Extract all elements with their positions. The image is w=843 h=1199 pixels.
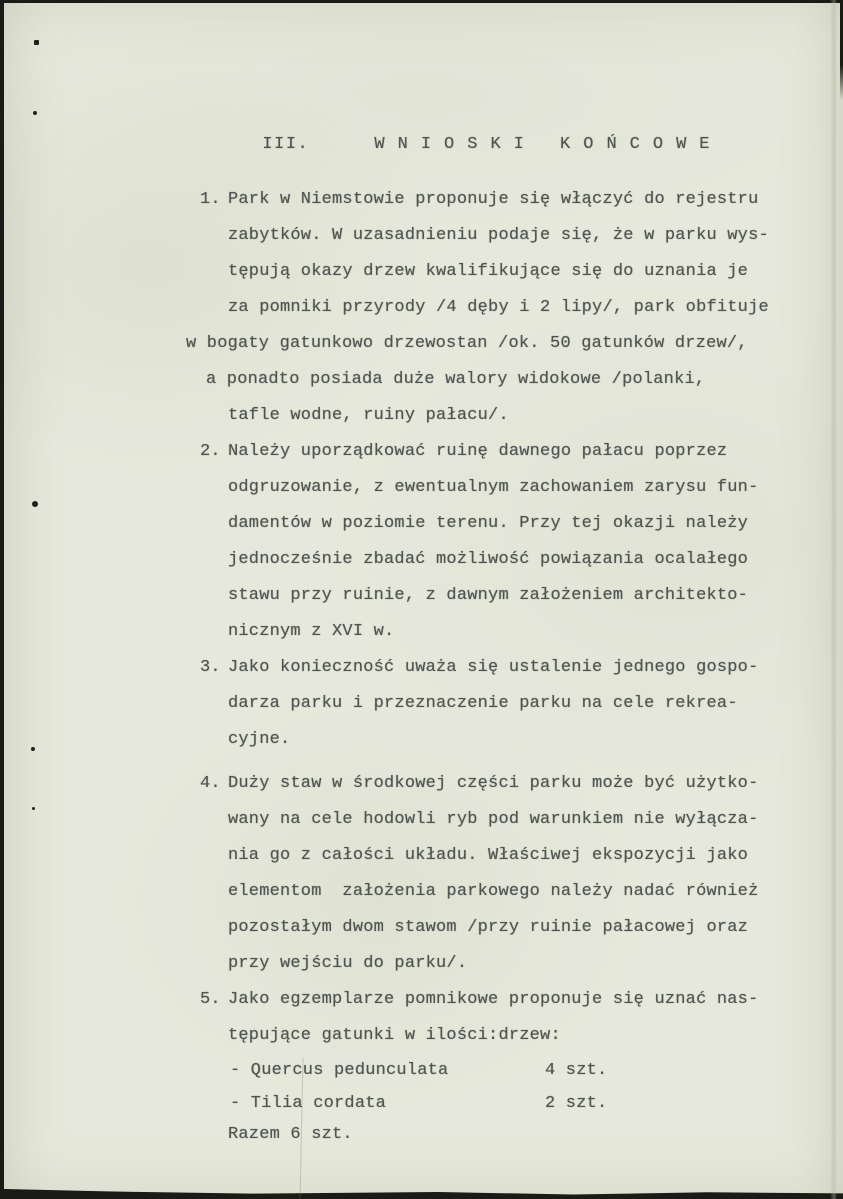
line-text: tępujące gatunki w ilości:drzew: <box>228 1026 561 1045</box>
line-text: Jako egzemplarze pomnikowe proponuje się uznać nas- <box>228 990 759 1009</box>
line-text: za pomniki przyrody /4 dęby i 2 lipy/, park obfituje <box>228 298 769 317</box>
paragraph <box>0 982 843 1150</box>
section-heading <box>200 116 711 173</box>
line-text: w bogaty gatunkowo drzewostan /ok. 50 gatunków drzew/, <box>186 334 748 353</box>
text-line <box>230 1087 843 1120</box>
text-line <box>228 722 843 758</box>
text-line <box>200 766 843 802</box>
species-name: - Quercus pedunculata <box>230 1061 449 1080</box>
paragraph <box>0 766 843 982</box>
document-body <box>0 182 843 1150</box>
paragraph <box>0 182 843 434</box>
text-line <box>228 1120 843 1150</box>
ink-speck <box>33 111 37 115</box>
text-line <box>228 686 843 722</box>
text-line <box>228 254 843 290</box>
scan-edge-top <box>0 0 843 3</box>
ink-speck <box>34 40 39 45</box>
text-line <box>228 290 843 326</box>
line-text: wany na cele hodowli ryb pod warunkiem nie wyłącza- <box>228 810 759 829</box>
paragraph-number: 3. <box>200 658 221 677</box>
section-title: W N I O S K I K O Ń C O W E <box>374 135 711 154</box>
line-text: darza parku i przeznaczenie parku na cele rekrea- <box>228 694 738 713</box>
line-text: zabytków. W uzasadnieniu podaje się, że w parku wys- <box>228 226 769 245</box>
text-line <box>228 838 843 874</box>
text-line <box>228 910 843 946</box>
line-text: a ponadto posiada duże walory widokowe /polanki, <box>206 370 706 389</box>
line-text: pozostałym dwom stawom /przy ruinie pałacowej oraz <box>228 918 749 937</box>
paragraph <box>0 650 843 758</box>
paragraph-number: 2. <box>200 442 221 461</box>
line-text: Park w Niemstowie proponuje się włączyć do rejestru <box>228 190 759 209</box>
line-text: nicznym z XVI w. <box>228 622 395 641</box>
text-line <box>228 802 843 838</box>
line-text: tafle wodne, ruiny pałacu/. <box>228 406 509 425</box>
line-text: damentów w poziomie terenu. Przy tej okazji należy <box>228 514 749 533</box>
text-line <box>230 1054 843 1087</box>
text-line <box>228 398 843 434</box>
text-line <box>228 470 843 506</box>
paragraph-number: 5. <box>200 990 221 1009</box>
text-line <box>228 506 843 542</box>
line-text: Jako konieczność uważa się ustalenie jednego gospo- <box>228 658 759 677</box>
section-number: III. <box>262 135 310 154</box>
paragraph <box>0 434 843 650</box>
text-line <box>228 946 843 982</box>
line-text: elementom założenia parkowego należy nadać również <box>228 882 759 901</box>
text-line <box>200 650 843 686</box>
text-line <box>228 542 843 578</box>
text-line <box>228 578 843 614</box>
species-count: 2 szt. <box>545 1094 608 1113</box>
line-text: jednocześnie zbadać możliwość powiązania ocalałego <box>228 550 749 569</box>
text-line <box>186 326 843 362</box>
text-line <box>200 182 843 218</box>
text-line <box>200 982 843 1018</box>
text-line <box>228 614 843 650</box>
species-count: 4 szt. <box>545 1061 608 1080</box>
text-line <box>206 362 843 398</box>
line-text: nia go z całości układu. Właściwej ekspozycji jako <box>228 846 749 865</box>
text-line <box>228 218 843 254</box>
line-text: tępują okazy drzew kwalifikujące się do uznania je <box>228 262 749 281</box>
line-text: cyjne. <box>228 730 291 749</box>
text-line <box>228 874 843 910</box>
text-line <box>228 1018 843 1054</box>
line-text: Razem 6 szt. <box>228 1125 353 1144</box>
text-line <box>200 434 843 470</box>
line-text: odgruzowanie, z ewentualnym zachowaniem zarysu fun- <box>228 478 759 497</box>
species-name: - Tilia cordata <box>230 1094 387 1113</box>
line-text: Duży staw w środkowej części parku może być użytko- <box>228 774 759 793</box>
paragraph-number: 1. <box>200 190 221 209</box>
scan-edge-bottom <box>0 1185 843 1199</box>
paragraph-number: 4. <box>200 774 221 793</box>
line-text: Należy uporządkować ruinę dawnego pałacu poprzez <box>228 442 728 461</box>
line-text: przy wejściu do parku/. <box>228 954 468 973</box>
line-text: stawu przy ruinie, z dawnym założeniem architekto- <box>228 586 749 605</box>
